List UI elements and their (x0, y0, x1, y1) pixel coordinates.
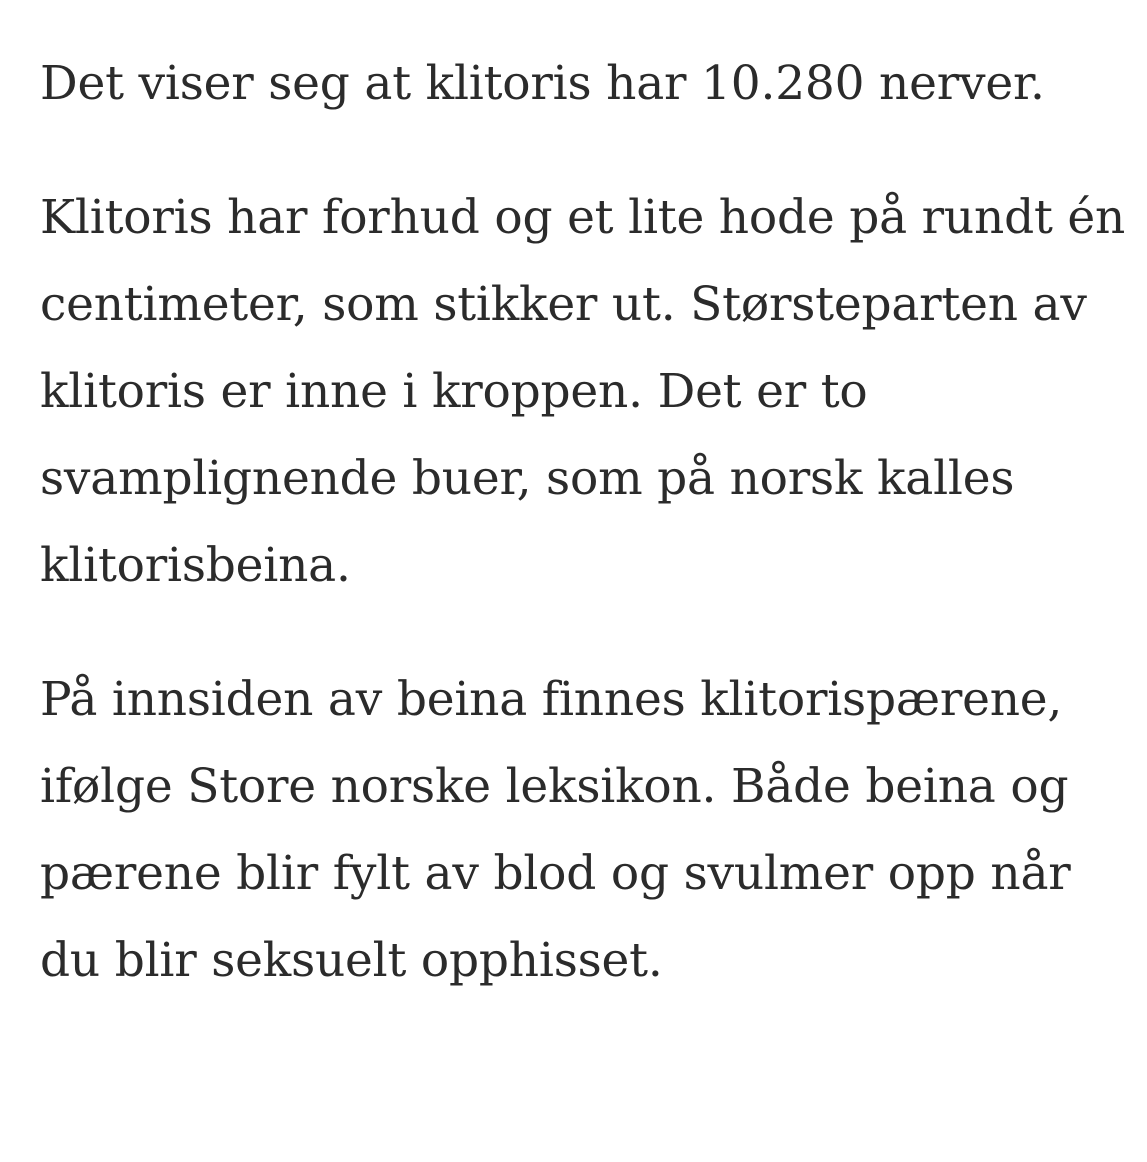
paragraph-anatomy: Klitoris har forhud og et lite hode på rundt én centimeter, som stikker ut. Størsteparten av klitoris er inne i kroppen. Det er to svamplignende buer, som på norsk kalles klitorisbeina. (40, 190, 1126, 593)
paragraph-bulbs: På innsiden av beina finnes klitorispærene, ifølge Store norske leksikon. Både beina og pærene blir fylt av blod og svulmer opp når du blir seksuelt opphisset. (40, 672, 1071, 988)
article-body (40, 40, 1135, 1051)
paragraph-nerves: Det viser seg at klitoris har 10.280 nerver. (40, 56, 1045, 111)
